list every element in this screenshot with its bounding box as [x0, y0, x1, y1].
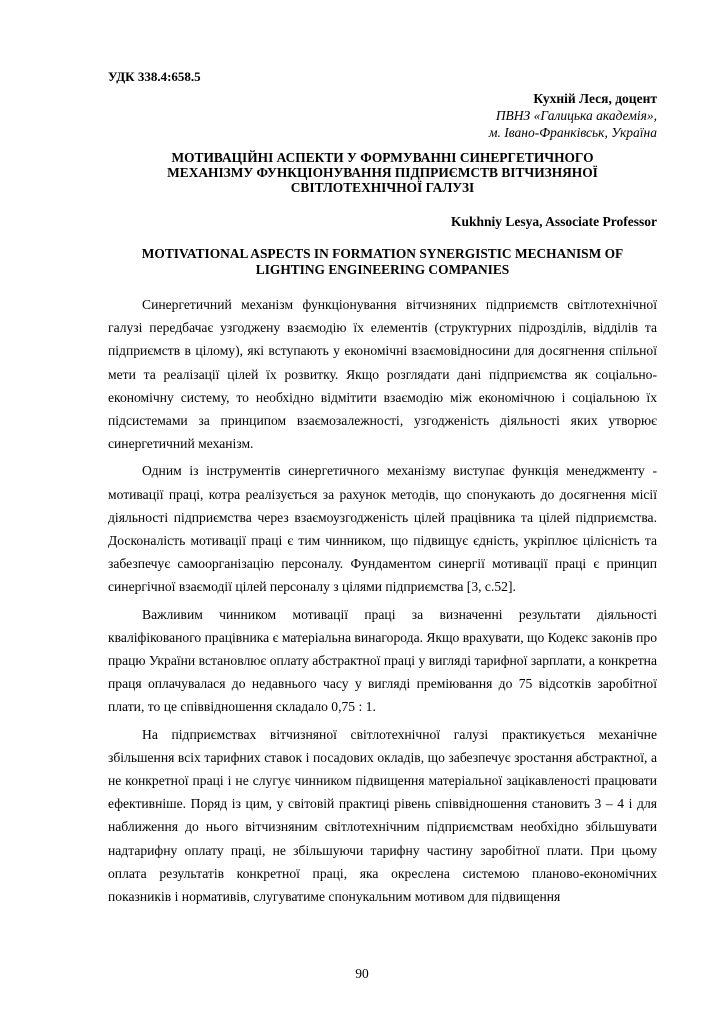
title-ukrainian	[108, 150, 657, 195]
author-city: м. Івано-Франківськ, Україна	[488, 125, 657, 140]
article-body	[108, 293, 657, 912]
author-block	[489, 90, 657, 141]
author-institution: ПВНЗ «Галицька академія»,	[495, 108, 657, 123]
title-ua-line-1: МОТИВАЦІЙНІ АСПЕКТИ У ФОРМУВАННІ СИНЕРГЕТИЧНОГО	[171, 150, 594, 165]
udc-code: УДК 338.4:658.5	[108, 69, 201, 84]
title-english	[108, 246, 657, 278]
title-ua-line-2: МЕХАНІЗМУ ФУНКЦІОНУВАННЯ ПІДПРИЄМСТВ ВІТЧИЗНЯНОЇ	[167, 165, 598, 180]
paragraph-4: На підприємствах вітчизняної світлотехнічної галузі практикується механічне збільшення всіх тарифних ставок і посадових окладів, що забезпечує зростання абстрактної, а не конкретної праці і не слугує чинником підвищення матеріальної зацікавленості працювати ефективніше. Поряд із цим, у світовій практиці рівень співвідношення становить 3 – 4 і для наближення до нього вітчизняним світлотехнічним підприємствам необхідно збільшувати надтарифну оплату праці, не збільшуючи тарифну частину заробітної плати. При цьому оплата результатів конкретної праці, яка окреслена системою планово-економічних показників і нормативів, слугуватиме спонукальним мотивом для підвищення	[108, 726, 657, 905]
paragraph-1: Синергетичний механізм функціонування вітчизняних підприємств світлотехнічної галузі передбачає узгоджену взаємодію їх елементів (структурних підрозділів, відділів та підприємств в цілому), які вступають у економічні взаємовідносини для досягнення спільної мети та реалізації цілей їх розвитку. Якщо розглядати дані підприємства як соціально-економічну систему, то необхідно відмітити взаємодію між економічною і соціальною їх підсистемами за принципом взаємозалежності, узгодженість діяльності яких утворює синергетичний механізм.	[108, 297, 657, 452]
author-english: Kukhniy Lesya, Associate Professor	[450, 214, 657, 229]
page-number: 90	[355, 966, 369, 981]
title-en-line-1: MOTIVATIONAL ASPECTS IN FORMATION SYNERGISTIC MECHANISM OF	[141, 246, 624, 261]
title-ua-line-3: СВІТЛОТЕХНІЧНОЇ ГАЛУЗІ	[290, 180, 475, 195]
author-name: Кухній Леся, доцент	[533, 91, 657, 106]
paragraph-2: Одним із інструментів синергетичного механізму виступає функція менеджменту - мотивації праці, котра реалізується за рахунок методів, що спонукають до досягнення місії діяльності підприємства через взаємоузгодженість цілей працівника та цілей підприємства. Досконалість мотивації праці є тим чинником, що підвищує єдність, укріплює цілісність та забезпечує самоорганізацію персоналу. Фундаментом синергії мотивації праці є принцип синергічної взаємодії цілей персоналу з цілями підприємства [3, с.52].	[108, 463, 657, 595]
paragraph-3: Важливим чинником мотивації праці за визначенні результати діяльності кваліфікованого працівника є матеріальна винагорода. Якщо врахувати, що Кодекс законів про працю України встановлює оплату абстрактної праці у вигляді тарифної зарплати, а конкретна праця оплачувалася до недавнього часу у вигляді преміювання до 75 відсотків заробітної плати, то це співвідношення складало 0,75 : 1.	[108, 606, 657, 715]
title-en-line-2: LIGHTING ENGINEERING COMPANIES	[255, 262, 510, 277]
